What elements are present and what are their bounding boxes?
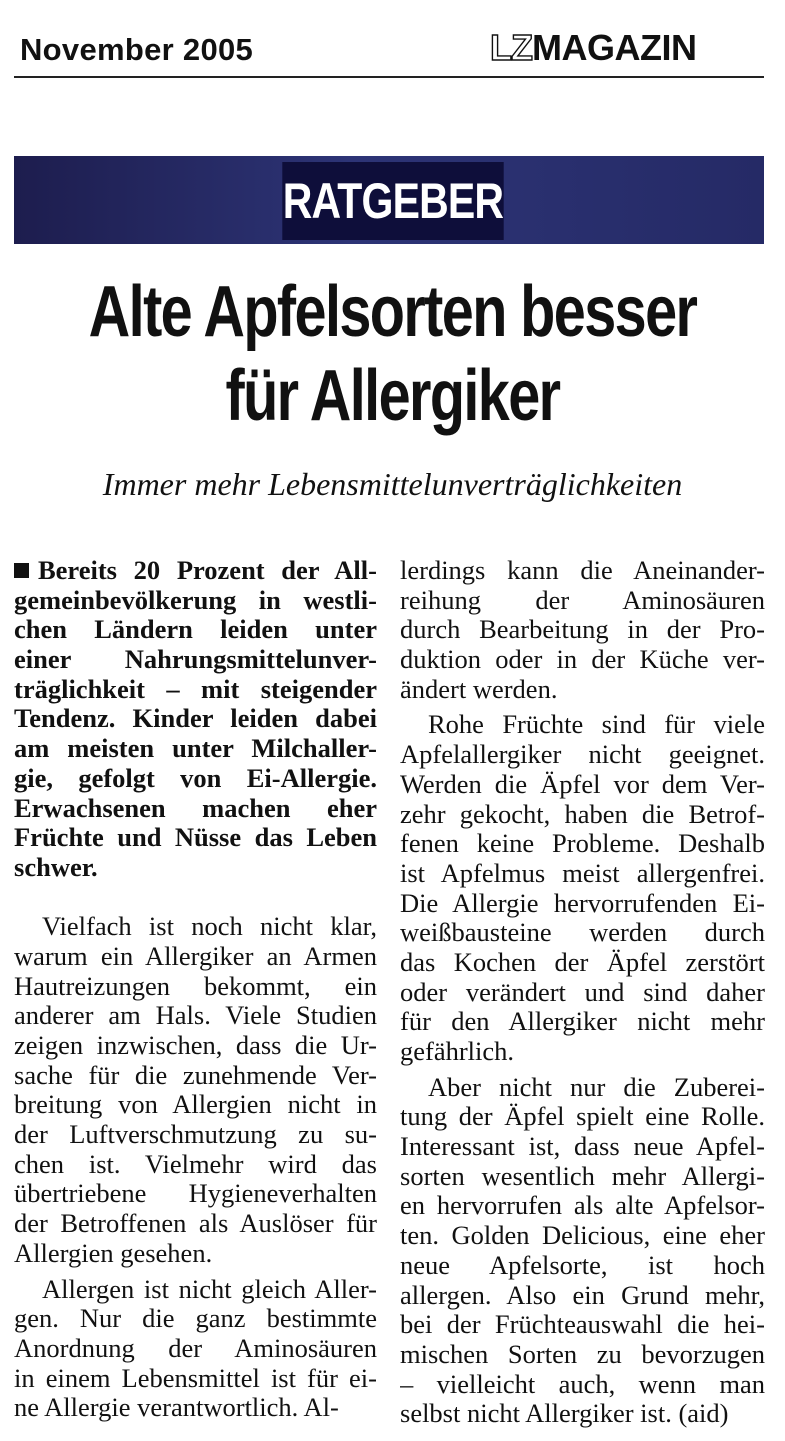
text-line-content: tung der Äpfel spielt eine Rolle. xyxy=(400,1102,765,1132)
text-line xyxy=(14,1364,377,1394)
text-line-content: ne Allergie verantwortlich. Al- xyxy=(14,1393,339,1423)
text-line-content: Vielfach ist noch nicht klar, xyxy=(42,912,377,942)
text-line xyxy=(14,556,377,586)
text-line-content: zeigen inzwischen, dass die Ur- xyxy=(14,1031,377,1060)
text-line-content: sache für die zunehmende Ver- xyxy=(14,1060,377,1090)
text-line-content: neue Apfelsorte, ist hoch xyxy=(400,1250,765,1280)
magazine-logo-name: MAGAZIN xyxy=(531,27,697,68)
magazine-logo-prefix: LZ xyxy=(490,27,532,68)
text-line xyxy=(14,972,377,1002)
text-line xyxy=(400,586,765,616)
lead-paragraph xyxy=(14,556,377,883)
text-line xyxy=(400,645,765,675)
text-line-content: gefährlich. xyxy=(400,1037,515,1066)
text-line-content: durch Bearbeitung in der Pro- xyxy=(400,615,765,645)
text-line-content: Aber nicht nur die Zuberei- xyxy=(428,1072,765,1102)
text-line xyxy=(14,1031,377,1061)
text-line-content: weißbausteine werden durch xyxy=(400,918,765,948)
text-line xyxy=(400,1037,765,1067)
text-line-content: reihung der Aminosäuren xyxy=(400,585,765,615)
text-line-content: lerdings kann die Aneinander- xyxy=(400,556,765,585)
text-line xyxy=(400,556,765,586)
text-line xyxy=(14,942,377,972)
text-line-content: einer Nahrungsmittelunver- xyxy=(14,645,377,675)
text-line xyxy=(400,859,765,889)
text-line xyxy=(400,675,765,705)
text-line-content: übertriebene Hygieneverhalten xyxy=(14,1179,377,1209)
header-rule xyxy=(14,76,764,78)
text-line xyxy=(400,1132,765,1162)
text-line-content: chen Ländern leiden unter xyxy=(14,615,377,645)
text-line-content: sorten wesentlich mehr Allergi- xyxy=(400,1161,765,1191)
text-line xyxy=(400,1340,765,1370)
text-line xyxy=(400,978,765,1008)
text-line-content: selbst nicht Allergiker ist. (aid) xyxy=(400,1399,729,1429)
text-line xyxy=(400,1191,765,1221)
text-line-content: Interessant ist, dass neue Apfel- xyxy=(400,1132,765,1162)
text-line-content: schwer. xyxy=(14,852,98,882)
text-line xyxy=(14,1120,377,1150)
text-line-content: für den Allergiker nicht mehr xyxy=(400,1007,765,1037)
text-line xyxy=(14,645,377,675)
text-line xyxy=(14,1061,377,1091)
body-paragraph xyxy=(14,912,377,1268)
text-line xyxy=(14,1334,377,1364)
magazine-logo xyxy=(490,27,697,68)
text-line-content: der Luftverschmutzung zu su- xyxy=(14,1120,377,1150)
text-line xyxy=(14,1090,377,1120)
headline-line: Alte Apfelsorten besser xyxy=(88,272,697,352)
text-line-content: Erwachsenen machen eher xyxy=(14,793,377,823)
text-line-content: Früchte und Nüsse das Leben xyxy=(14,823,377,853)
text-line-content: Anordnung der Aminosäuren xyxy=(14,1333,377,1363)
headline-line: für Allergiker xyxy=(225,356,560,436)
text-line-content: anderer am Hals. Viele Studien xyxy=(14,1001,377,1031)
text-line xyxy=(14,1001,377,1031)
text-line-content: Die Allergie hervorrufenden Ei- xyxy=(400,888,765,918)
text-line-content: bei der Früchteauswahl die hei- xyxy=(400,1310,765,1340)
text-line xyxy=(14,675,377,705)
text-line xyxy=(14,1179,377,1209)
text-line-content: gemeinbevölkerung in westli- xyxy=(14,585,377,615)
text-line-content: Apfelallergiker nicht geeignet. xyxy=(400,740,765,770)
article-column-left xyxy=(14,556,377,1423)
text-line xyxy=(14,853,377,883)
lead-square-icon xyxy=(14,563,29,578)
text-line xyxy=(400,770,765,800)
text-line-content: ändert werden. xyxy=(400,674,558,704)
text-line xyxy=(400,1399,765,1429)
body-paragraph xyxy=(400,556,765,704)
text-line xyxy=(400,918,765,948)
text-line xyxy=(400,1221,765,1251)
text-line-content: gen. Nur die ganz bestimmte xyxy=(14,1304,377,1334)
article-column-right xyxy=(400,556,765,1429)
text-line xyxy=(400,1251,765,1281)
text-line xyxy=(14,615,377,645)
text-line xyxy=(400,948,765,978)
text-line-content: Allergen ist nicht gleich Aller- xyxy=(42,1274,377,1304)
text-line xyxy=(400,1162,765,1192)
text-line-content: ist Apfelmus meist allergenfrei. xyxy=(400,858,765,888)
text-line-content: allergen. Also ein Grund mehr, xyxy=(400,1280,765,1310)
text-line-content: am meisten unter Milchaller- xyxy=(14,734,377,764)
text-line xyxy=(400,1370,765,1400)
text-line xyxy=(14,1209,377,1239)
text-line xyxy=(14,734,377,764)
text-line xyxy=(14,704,377,734)
text-line-content: mischen Sorten zu bevorzugen xyxy=(400,1339,765,1369)
text-line xyxy=(400,829,765,859)
issue-date: November 2005 xyxy=(20,32,254,67)
text-line xyxy=(400,615,765,645)
text-line xyxy=(400,800,765,830)
text-line-content: Werden die Äpfel vor dem Ver- xyxy=(400,769,765,799)
text-line xyxy=(400,710,765,740)
text-line xyxy=(14,1304,377,1334)
text-line-content: duktion oder in der Küche ver- xyxy=(400,645,765,675)
text-line-content: breitung von Allergien nicht in xyxy=(14,1090,377,1120)
text-line xyxy=(14,764,377,794)
text-line xyxy=(400,1007,765,1037)
text-line-content: Bereits 20 Prozent der All- xyxy=(38,556,377,585)
text-line-content: zehr gekocht, haben die Betrof- xyxy=(400,799,765,829)
text-line xyxy=(400,1102,765,1132)
text-line xyxy=(14,794,377,824)
text-line-content: en hervorrufen als alte Apfelsor- xyxy=(400,1191,765,1221)
body-paragraph xyxy=(14,1275,377,1423)
text-line xyxy=(400,1310,765,1340)
text-line xyxy=(400,1073,765,1103)
text-line-content: in einem Lebensmittel ist für ei- xyxy=(14,1363,377,1393)
text-line xyxy=(14,823,377,853)
text-line-content: das Kochen der Äpfel zerstört xyxy=(400,947,765,977)
article-subtitle: Immer mehr Lebensmittelunverträglichkeiten xyxy=(102,466,683,502)
text-line-content: warum ein Allergiker an Armen xyxy=(14,941,377,971)
paragraph-gap xyxy=(14,883,377,913)
section-label: RATGEBER xyxy=(282,162,503,240)
text-line xyxy=(14,912,377,942)
text-line xyxy=(400,889,765,919)
text-line xyxy=(14,1275,377,1305)
text-line-content: gie, gefolgt von Ei-Allergie. xyxy=(14,763,377,793)
body-paragraph xyxy=(400,710,765,1066)
text-line-content: träglichkeit – mit steigender xyxy=(14,674,377,704)
body-paragraph xyxy=(400,1073,765,1429)
text-line-content: chen ist. Vielmehr wird das xyxy=(14,1149,377,1179)
text-line-content: ten. Golden Delicious, eine eher xyxy=(400,1221,765,1251)
text-line-content: Rohe Früchte sind für viele xyxy=(428,710,765,740)
text-line-content: Allergien gesehen. xyxy=(14,1238,213,1268)
text-line xyxy=(14,1239,377,1269)
text-line-content: der Betroffenen als Auslöser für xyxy=(14,1209,377,1239)
text-line xyxy=(400,1281,765,1311)
text-line-content: oder verändert und sind daher xyxy=(400,977,765,1007)
text-line xyxy=(14,586,377,616)
article-headline xyxy=(0,270,785,438)
text-line xyxy=(14,1150,377,1180)
text-line-content: – vielleicht auch, wenn man xyxy=(400,1369,765,1399)
text-line xyxy=(14,1393,377,1423)
text-line-content: Hautreizungen bekommt, ein xyxy=(14,971,377,1001)
text-line-content: fenen keine Probleme. Deshalb xyxy=(400,829,765,859)
text-line-content: Tendenz. Kinder leiden dabei xyxy=(14,704,377,734)
text-line xyxy=(400,740,765,770)
